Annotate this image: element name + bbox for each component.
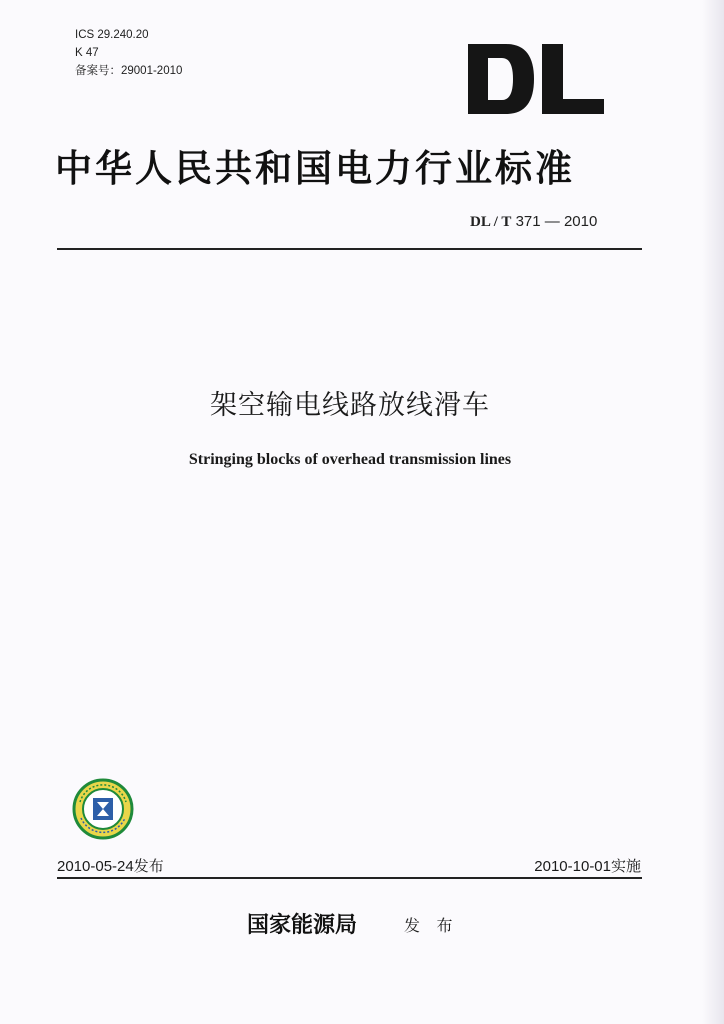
document-title-chinese: 架空输电线路放线滑车 <box>210 390 490 420</box>
publisher-name: 国家能源局 <box>247 912 358 938</box>
dl-logo-icon <box>468 44 604 114</box>
issue-date: 2010-05-24发布 <box>57 858 164 875</box>
ics-code: ICS 29.240.20 <box>75 29 149 41</box>
standard-prefix: DL / T <box>470 214 512 230</box>
standard-number: 371 — 2010 <box>515 213 598 230</box>
page-edge-shadow <box>702 0 724 1024</box>
industry-standard-heading: 中华人民共和国电力行业标准 <box>55 146 575 190</box>
classification-code: K 47 <box>75 47 99 59</box>
china-electric-power-press-seal-icon <box>72 778 134 840</box>
record-number: 备案号：29001-2010 <box>75 65 183 77</box>
bottom-divider <box>57 877 642 879</box>
standard-code <box>470 213 597 231</box>
implementation-date: 2010-10-01实施 <box>534 858 641 875</box>
document-title-english: Stringing blocks of overhead transmission lines <box>188 451 512 468</box>
publish-label: 发 布 <box>404 918 459 935</box>
top-divider <box>57 248 642 250</box>
